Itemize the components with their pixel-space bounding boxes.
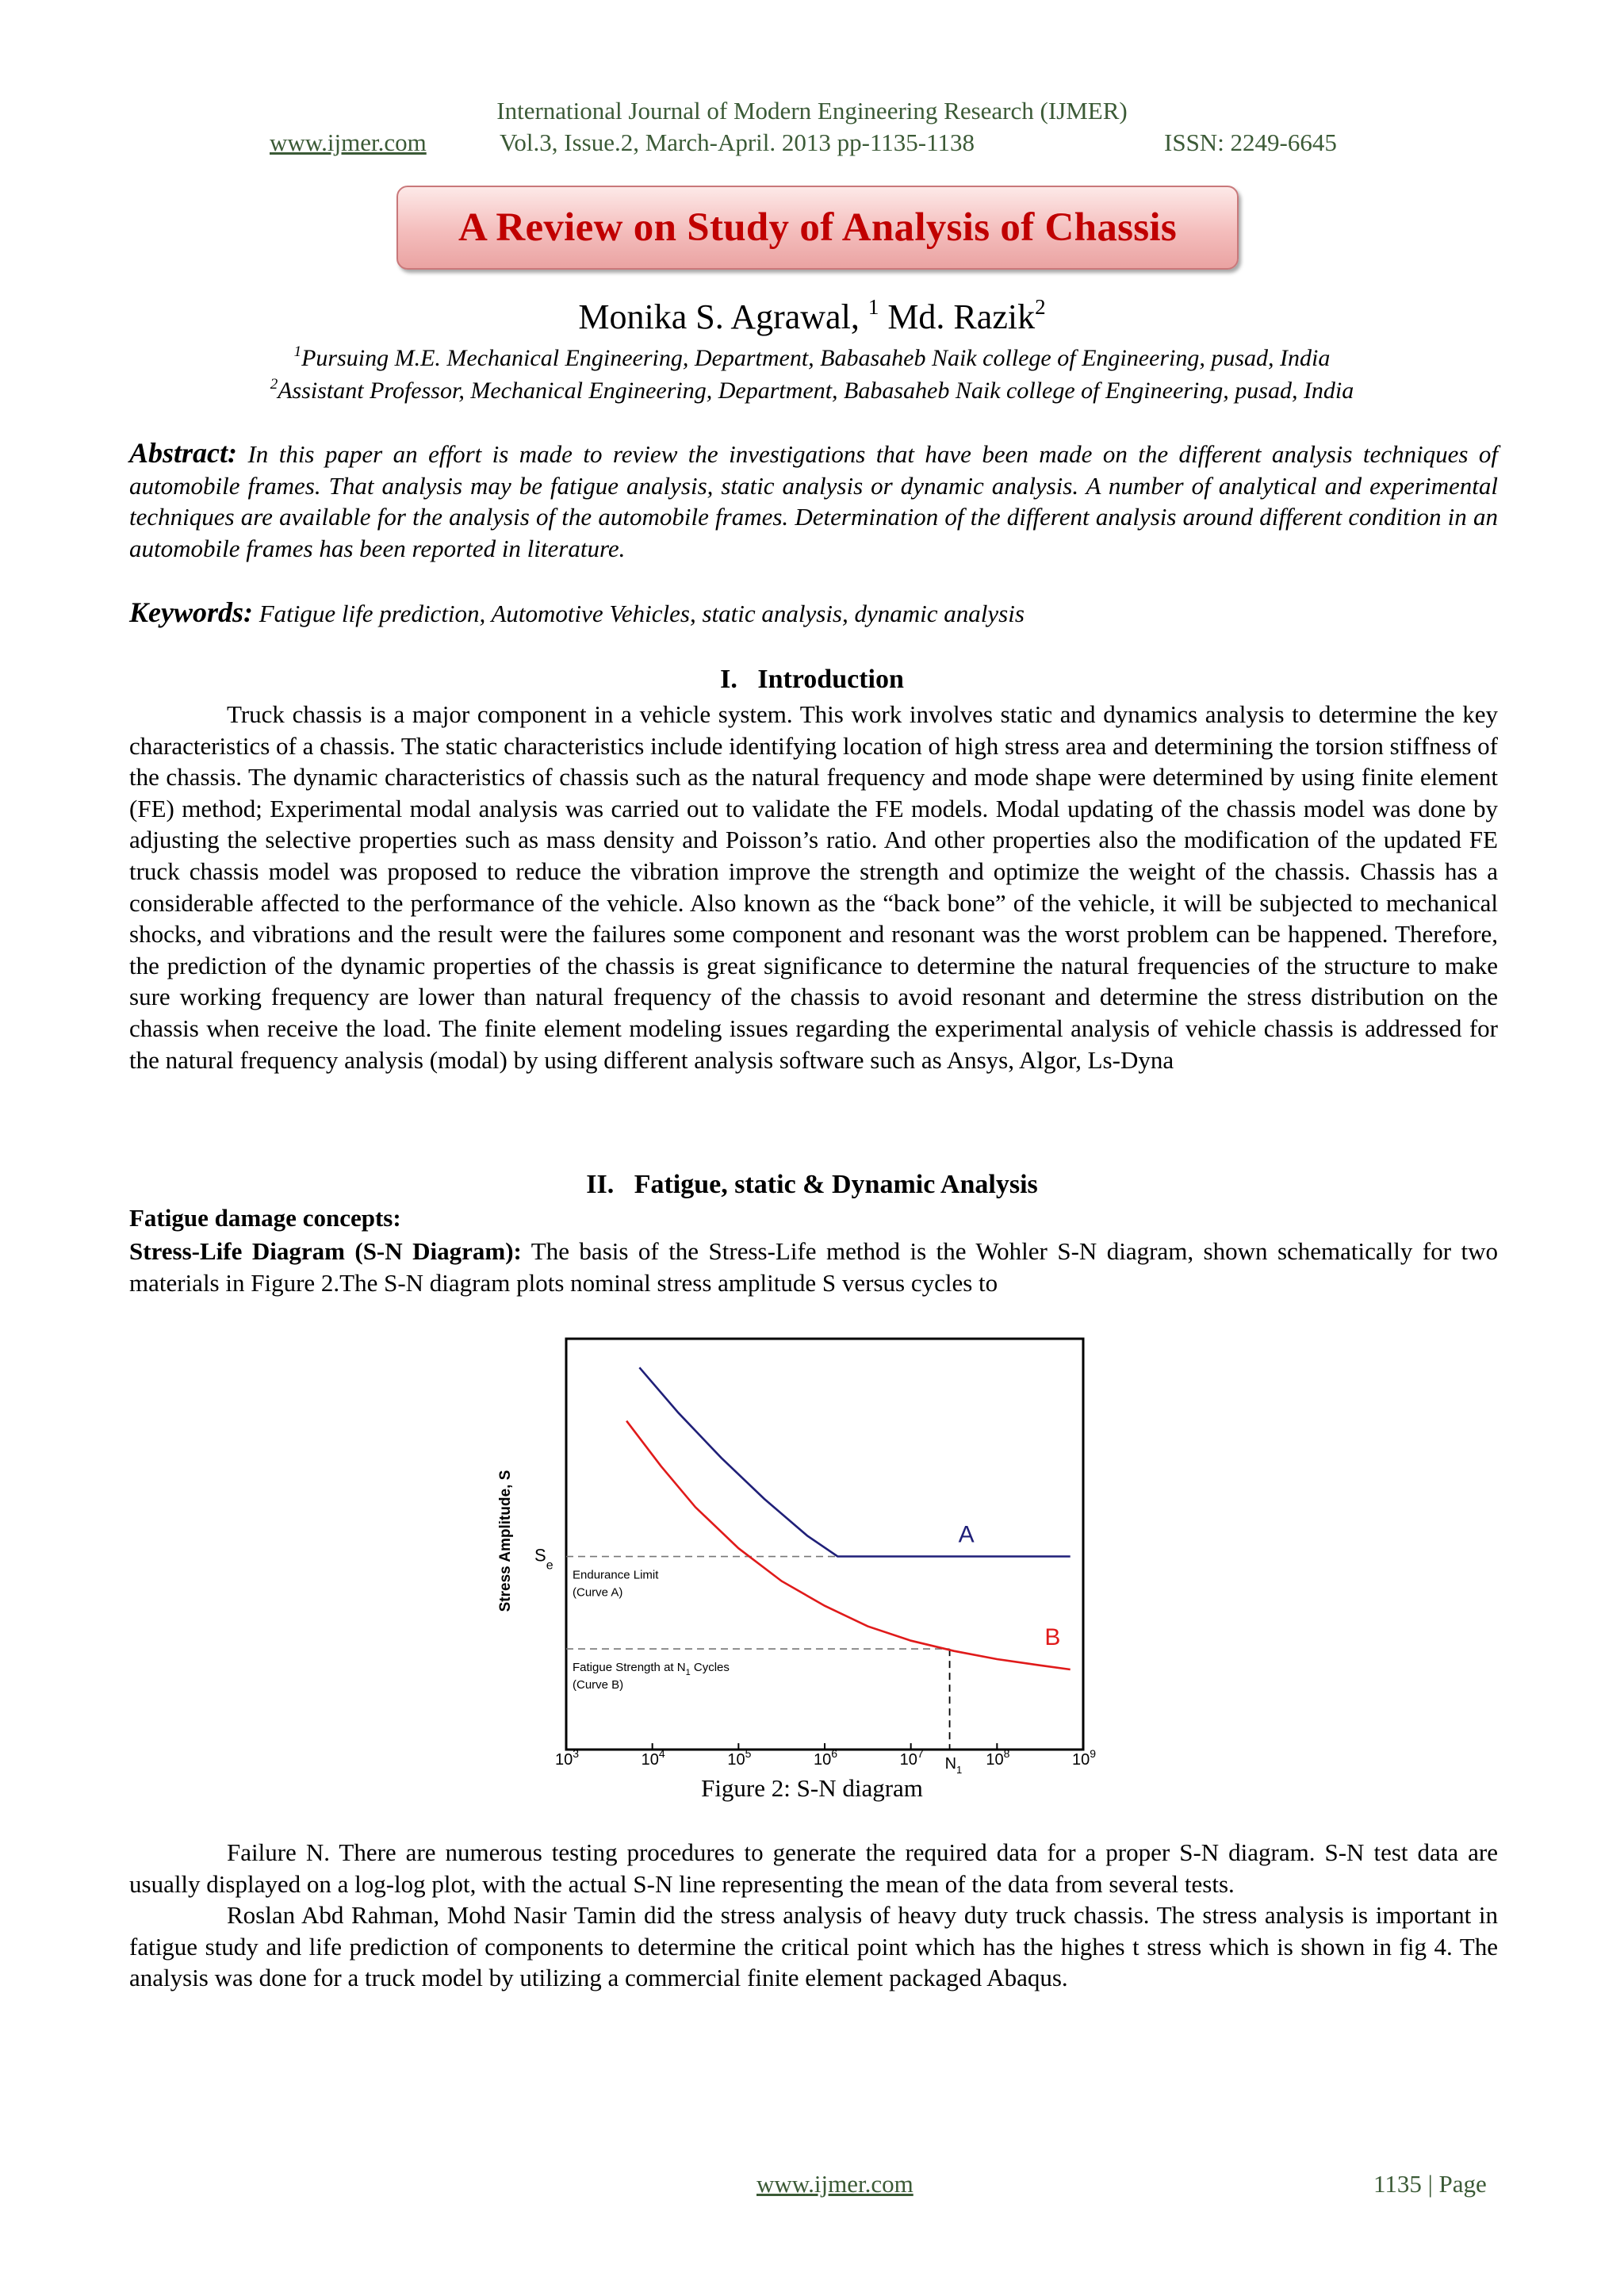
se-label: $S_e$ <box>534 1545 553 1573</box>
affiliation-1-sup: 1 <box>293 343 302 360</box>
footer-page-number: 1135 | Page <box>1373 2170 1487 2198</box>
sn-label: Stress-Life Diagram (S-N Diagram): <box>129 1237 522 1265</box>
sn-text: The basis of the Stress-Life method is the Wohler S-N diagram, shown schematically for two materials in Figure 2.The S-N diagram plots nominal stress amplitude S versus cycles to <box>129 1237 1498 1297</box>
x-tick-exponent: 6 <box>831 1747 838 1760</box>
series-B-line <box>626 1421 1071 1669</box>
affiliation-2 <box>0 376 1624 404</box>
sn-chart <box>492 1339 1118 1776</box>
n1-tick-label: $N_1$ <box>944 1755 963 1776</box>
n1-tick-sub: 1 <box>956 1764 963 1776</box>
header-issn: ISSN: 2249-6645 <box>1164 128 1337 156</box>
endurance-limit-label: Endurance Limit <box>573 1568 659 1582</box>
sn-diagram-paragraph <box>129 1236 1498 1298</box>
fatigue-strength-sub: 1 <box>685 1668 691 1678</box>
x-tick-label: $10^4$ <box>641 1747 665 1769</box>
x-tick-label: $10^7$ <box>899 1747 924 1769</box>
keywords <box>129 597 1498 630</box>
x-tick-label: $10^3$ <box>555 1747 580 1769</box>
header-volume: Vol.3, Issue.2, March-April. 2013 pp-1135-1138 <box>500 128 975 156</box>
plot-area <box>566 1339 1083 1750</box>
author-1: Monika S. Agrawal, <box>578 297 860 336</box>
abstract-label: Abstract: <box>129 437 238 469</box>
series-A-label: A <box>958 1521 975 1548</box>
header-url-link[interactable]: www.ijmer.com <box>270 128 427 156</box>
figure-caption: Figure 2: S-N diagram <box>701 1774 923 1802</box>
author-2-sup: 2 <box>1035 295 1046 319</box>
author-1-sup: 1 <box>868 295 879 319</box>
authors <box>0 295 1624 337</box>
introduction-paragraph: Truck chassis is a major component in a vehicle system. This work involves static and dynamics analysis to determine the key characteristics of a chassis. The static characteristics include identifying location of high stress area and determining the torsion stiffness of the chassis. The dynamic characteristics of chassis such as the natural frequency and mode shape were determined by using finite element (FE) method; Experimental modal analysis was carried out to validate the FE models. Modal updating of the chassis model was done by adjusting the selective properties such as mass density and Poisson’s ratio. And other properties also the modification of the updated FE truck chassis model was proposed to reduce the vibration improve the strength and optimize the weight of the chassis. Chassis has a considerable affected to the performance of the vehicle. Also known as the “back bone” of the vehicle, it will be subjected to mechanical shocks, and vibrations and the result were the failures some component and resonant was the worst problem can be happened. Therefore, the prediction of the dynamic properties of the chassis is great significance to determine the natural frequencies of the structure to make sure working frequency are lower than natural frequency of the chassis to avoid resonant and determine the stress distribution on the chassis when receive the load. The finite element modeling issues regarding the experimental analysis of vehicle chassis is addressed for the natural frequency analysis (modal) by using different analysis software such as Ansys, Algor, Ls-Dyna <box>129 700 1498 1074</box>
fatigue-strength-label: Fatigue Strength at $N_1$ Cycles <box>573 1661 730 1678</box>
series-A-line <box>639 1367 1070 1556</box>
sn-diagram-figure <box>492 1339 1118 1776</box>
x-tick-label: $10^9$ <box>1072 1747 1097 1769</box>
x-tick-label: $10^5$ <box>727 1747 752 1769</box>
section-heading-introduction: I. Introduction <box>720 665 904 694</box>
x-tick-label: $10^6$ <box>814 1747 838 1769</box>
se-sub: e <box>546 1558 553 1573</box>
title-box <box>396 186 1239 270</box>
y-axis-label: Stress Amplitude, S <box>497 1470 514 1612</box>
x-tick-label: $10^8$ <box>986 1747 1010 1769</box>
journal-name: International Journal of Modern Engineering Research (IJMER) <box>496 97 1128 125</box>
x-tick-exponent: 3 <box>573 1747 580 1760</box>
x-tick-exponent: 8 <box>1003 1747 1010 1760</box>
affiliation-1 <box>0 343 1624 372</box>
x-tick-exponent: 5 <box>745 1747 752 1760</box>
footer-url-link[interactable]: www.ijmer.com <box>756 2170 914 2198</box>
affiliation-2-text: Assistant Professor, Mechanical Engineering, Department, Babasaheb Naik college of Engineering, pusad, India <box>278 378 1354 404</box>
paragraph-roslan: Roslan Abd Rahman, Mohd Nasir Tamin did the stress analysis of heavy duty truck chassis. The stress analysis is important in fatigue study and life prediction of components to determine the critical point which has the highes t stress which is shown in fig 4. The analysis was done for a truck model by utilizing a commercial finite element packaged Abaqus. <box>129 1901 1498 1992</box>
series-B-label: B <box>1044 1624 1061 1651</box>
x-tick-exponent: 7 <box>917 1747 924 1760</box>
keywords-label: Keywords: <box>129 596 253 628</box>
affiliation-2-sup: 2 <box>270 376 278 393</box>
x-tick-exponent: 4 <box>658 1747 665 1760</box>
paper-title: A Review on Study of Analysis of Chassis <box>458 205 1178 250</box>
fatigue-curve-label: (Curve B) <box>573 1678 624 1692</box>
section-heading-fatigue: II. Fatigue, static & Dynamic Analysis <box>586 1170 1038 1199</box>
author-2: Md. Razik <box>887 297 1036 336</box>
paragraph-failure-n: Failure N. There are numerous testing procedures to generate the required data for a proper S-N diagram. S-N test data are usually displayed on a log-log plot, with the actual S-N line representing the mean of the data from several tests. <box>129 1838 1498 1898</box>
abstract-text: In this paper an effort is made to review the investigations that have been made on the different analysis techniques of automobile frames. That analysis may be fatigue analysis, static analysis or dynamic analysis. A number of analytical and experimental techniques are available for the analysis of the automobile frames. Determination of the different analysis around different condition in an automobile frames has been reported in literature. <box>129 440 1499 562</box>
keywords-text: Fatigue life prediction, Automotive Vehicles, static analysis, dynamic analysis <box>259 600 1025 627</box>
subheading-fatigue-concepts: Fatigue damage concepts: <box>129 1204 401 1232</box>
fatigue-strength-end: Cycles <box>690 1661 730 1675</box>
x-tick-exponent: 9 <box>1090 1747 1097 1760</box>
affiliation-1-text: Pursuing M.E. Mechanical Engineering, Department, Babasaheb Naik college of Engineering, pusad, India <box>301 345 1331 371</box>
abstract <box>129 438 1498 564</box>
endurance-curve-label: (Curve A) <box>573 1585 623 1600</box>
